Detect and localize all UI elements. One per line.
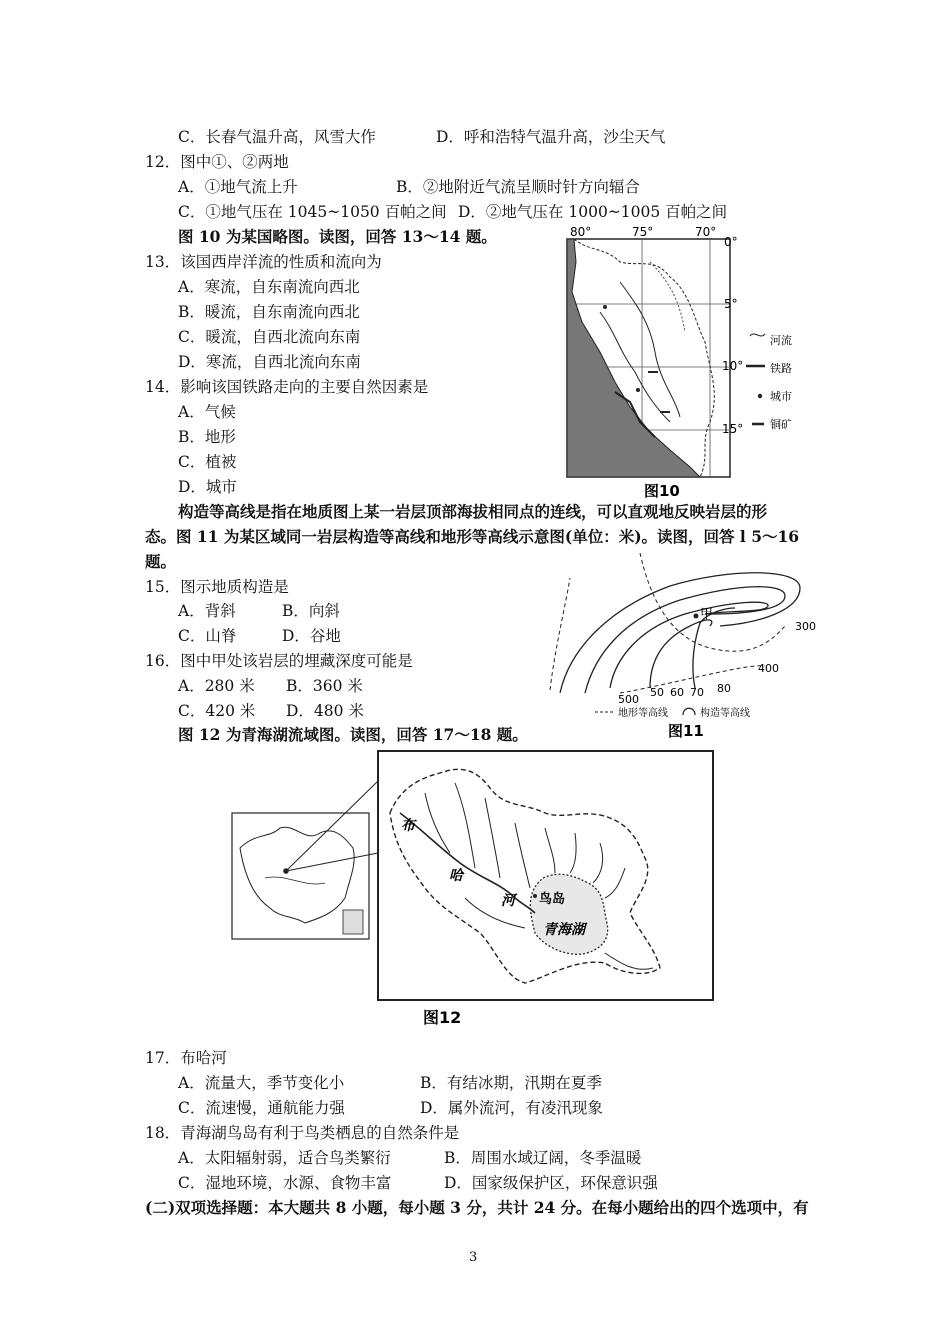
q18-stem: 18．青海湖鸟岛有利于鸟类栖息的自然条件是 — [145, 1124, 460, 1142]
legend-city: 城市 — [770, 390, 792, 403]
lat-label-5: 5° — [724, 297, 738, 311]
lat-label-15: 15° — [722, 422, 744, 436]
page-number: 3 — [469, 1250, 478, 1265]
structure-label-50: 50 — [650, 686, 664, 699]
q12-option-b: B．②地附近气流呈顺时针方向辐合 — [396, 178, 640, 196]
terrain-label-500: 500 — [618, 693, 639, 706]
q17-option-c: C．流速慢，通航能力强 — [178, 1099, 345, 1117]
q16-option-d: D．480 米 — [286, 702, 364, 720]
river-char-ha: 哈 — [449, 868, 463, 884]
river-char-he: 河 — [501, 893, 515, 909]
q17-option-a: A．流量大，季节变化小 — [178, 1074, 345, 1092]
bird-island-label: 鸟岛 — [539, 892, 566, 907]
q13-option-d: D．寒流，自西北流向东南 — [178, 353, 361, 371]
q12-option-d: D．②地气压在 1000~1005 百帕之间 — [458, 203, 728, 221]
lon-label-80: 80° — [570, 225, 592, 239]
q18-option-a: A．太阳辐射弱，适合鸟类繁衍 — [178, 1149, 391, 1167]
lat-label-0: 0° — [724, 235, 738, 249]
q15-option-c: C．山脊 — [178, 627, 237, 645]
q14-stem: 14．影响该国铁路走向的主要自然因素是 — [145, 378, 429, 396]
q12-option-c: C．①地气压在 1045~1050 百帕之间 — [178, 203, 447, 221]
qinghai-lake-label: 青海湖 — [543, 922, 585, 938]
legend-copper-mine: 铜矿 — [770, 418, 792, 431]
q15-option-a: A．背斜 — [178, 602, 236, 620]
city-legend-icon — [758, 394, 762, 398]
structure-label-70: 70 — [690, 686, 704, 699]
q13-stem: 13．该国西岸洋流的性质和流向为 — [145, 253, 382, 271]
river-legend-icon — [750, 334, 765, 336]
point-jia-label: 甲 — [700, 607, 714, 622]
section-2-heading: (二)双项选择题：本大题共 8 小题，每小题 3 分，共计 24 分。在每小题给出的四个选项中，有 — [145, 1198, 809, 1217]
legend-terrain-contour: 地形等高线 — [618, 708, 668, 719]
intro-15-16-line1: 构造等高线是指在地质图上某一岩层顶部海拔相同点的连线，可以直观地反映岩层的形 — [178, 502, 768, 521]
q14-option-b: B．地形 — [178, 428, 236, 446]
q14-option-a: A．气候 — [178, 403, 236, 421]
q13-option-c: C．暖流，自西北流向东南 — [178, 328, 361, 346]
lon-label-70: 70° — [695, 225, 717, 239]
q15-stem: 15．图示地质构造是 — [145, 578, 289, 596]
q13-option-a: A．寒流，自东南流向西北 — [178, 278, 360, 296]
figure-11-caption: 图11 — [668, 722, 704, 740]
figure-10-caption: 图10 — [644, 482, 680, 500]
q18-option-c: C．湿地环境，水源、食物丰富 — [178, 1174, 392, 1192]
bird-island-marker — [533, 894, 537, 898]
basin-map-frame — [378, 751, 713, 1000]
legend-river: 河流 — [770, 334, 792, 347]
q14-option-c: C．植被 — [178, 453, 237, 471]
q12-stem: 12．图中①、②两地 — [145, 153, 289, 171]
q16-option-b: B．360 米 — [286, 677, 363, 695]
q11-option-d: D．呼和浩特气温升高，沙尘天气 — [436, 128, 666, 146]
qinghai-lake-shape — [530, 874, 607, 954]
legend-railway: 铁路 — [770, 362, 792, 375]
figure-12-qinghai-lake-map — [225, 748, 725, 1038]
legend-structure-contour: 构造等高线 — [700, 708, 750, 719]
q12-option-a: A．①地气流上升 — [178, 178, 298, 196]
intro-15-16-line2: 态。图 11 为某区域同一岩层构造等高线和地形等高线示意图(单位：米)。读图，回答 l 5～16 — [145, 527, 800, 546]
q16-option-a: A．280 米 — [178, 677, 255, 695]
point-jia-marker — [694, 614, 699, 619]
q17-option-d: D．属外流河，有凌汛现象 — [420, 1099, 603, 1117]
figure-12-caption: 图12 — [423, 1008, 462, 1027]
river-char-bu: 布 — [401, 818, 415, 834]
q18-option-b: B．周围水域辽阔，冬季温暖 — [444, 1149, 642, 1167]
q16-option-c: C．420 米 — [178, 702, 256, 720]
q15-option-b: B．向斜 — [282, 602, 340, 620]
structure-contour-legend-icon — [683, 708, 695, 715]
intro-17-18: 图 12 为青海湖流域图。读图，回答 17～18 题。 — [178, 725, 528, 744]
q11-option-c: C．长春气温升高，风雪大作 — [178, 128, 376, 146]
structure-label-80: 80 — [717, 682, 731, 695]
figure-10-map — [560, 222, 830, 504]
terrain-label-300: 300 — [795, 620, 816, 633]
figure-11-contour-diagram — [540, 548, 830, 744]
q14-option-d: D．城市 — [178, 478, 237, 496]
q16-stem: 16．图中甲处该岩层的埋藏深度可能是 — [145, 652, 413, 670]
structure-label-60: 60 — [670, 686, 684, 699]
lon-label-75: 75° — [632, 225, 654, 239]
intro-15-16-line3: 题。 — [145, 552, 177, 571]
q17-option-b: B．有结冰期，汛期在夏季 — [420, 1074, 602, 1092]
intro-13-14: 图 10 为某国略图。读图，回答 13～14 题。 — [178, 227, 497, 246]
q15-option-d: D．谷地 — [282, 627, 341, 645]
terrain-label-400: 400 — [758, 662, 779, 675]
q18-option-d: D．国家级保护区，环保意识强 — [444, 1174, 658, 1192]
q17-stem: 17．布哈河 — [145, 1049, 227, 1067]
q13-option-b: B．暖流，自东南流向西北 — [178, 303, 360, 321]
lat-label-10: 10° — [722, 359, 744, 373]
